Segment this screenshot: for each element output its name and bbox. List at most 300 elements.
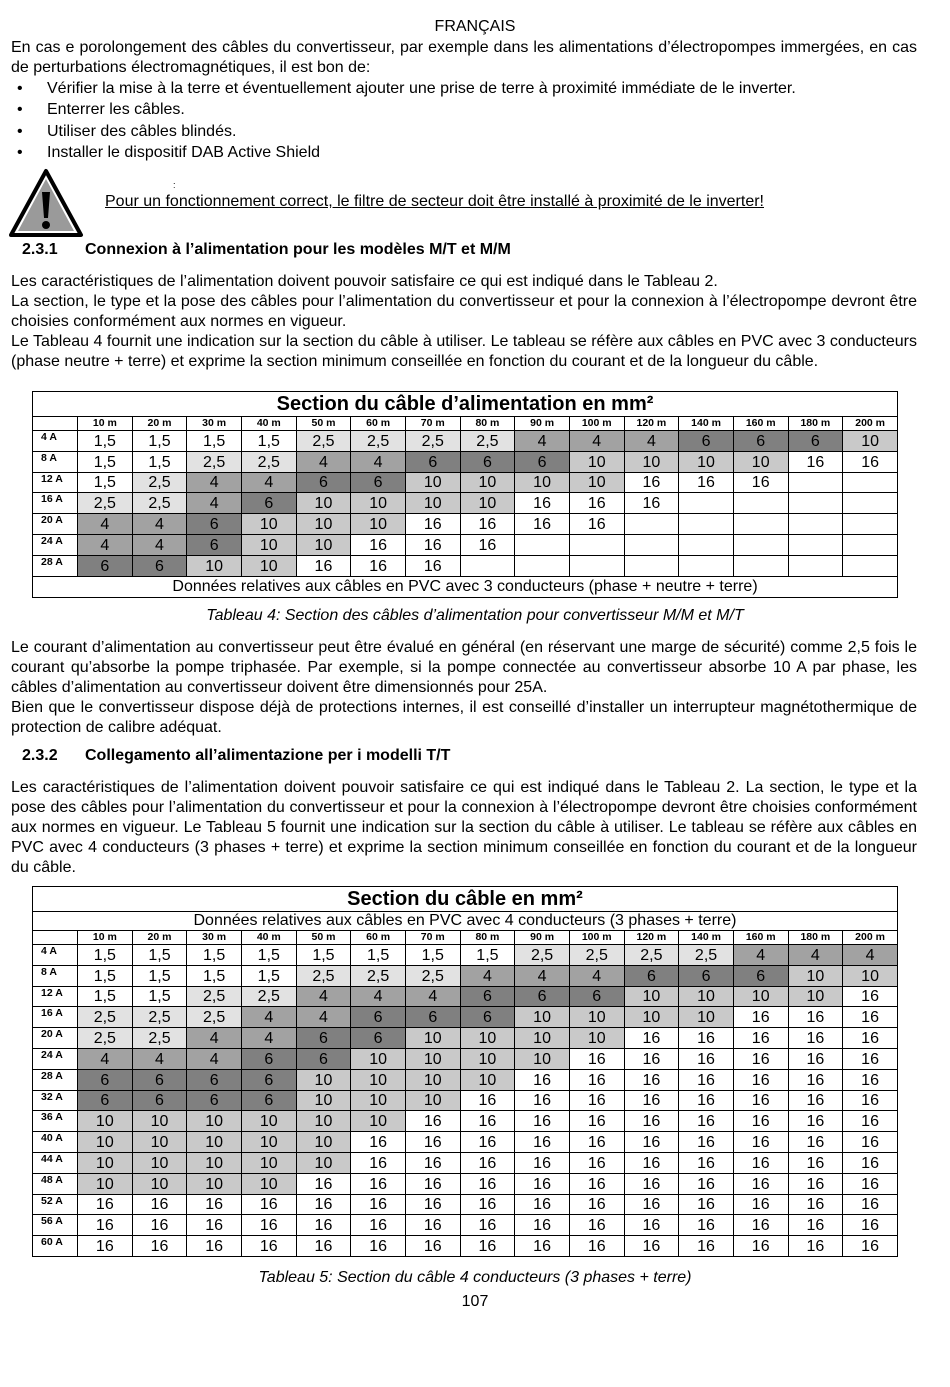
table-cell: 6 bbox=[351, 472, 406, 493]
table-cell: 16 bbox=[624, 1069, 679, 1090]
table-cell: 16 bbox=[843, 1132, 898, 1153]
row-header: 28 A bbox=[33, 1069, 78, 1090]
table-cell: 16 bbox=[351, 534, 406, 555]
table-cell: 1,5 bbox=[132, 451, 187, 472]
table-cell: 16 bbox=[569, 1132, 624, 1153]
table-cell: 16 bbox=[241, 1215, 296, 1236]
table-cell: 16 bbox=[296, 1173, 351, 1194]
row-header: 40 A bbox=[33, 1132, 78, 1153]
table-cell: 16 bbox=[733, 1132, 788, 1153]
table-cell: 1,5 bbox=[132, 986, 187, 1007]
table-cell: 4 bbox=[351, 451, 406, 472]
table-cell: 16 bbox=[296, 555, 351, 576]
table-cell: 16 bbox=[679, 1152, 734, 1173]
table-cell: 10 bbox=[460, 1048, 515, 1069]
table-row bbox=[33, 431, 898, 452]
table-cell bbox=[843, 555, 898, 576]
table-cell: 16 bbox=[187, 1215, 242, 1236]
column-header: 180 m bbox=[788, 931, 843, 945]
table-cell: 16 bbox=[296, 1215, 351, 1236]
table-cell bbox=[569, 555, 624, 576]
table-cell: 16 bbox=[624, 493, 679, 514]
corner-cell bbox=[33, 931, 78, 945]
row-header: 32 A bbox=[33, 1090, 78, 1111]
table-cell: 10 bbox=[241, 1132, 296, 1153]
table-cell: 16 bbox=[624, 1028, 679, 1049]
table-cell: 16 bbox=[788, 1152, 843, 1173]
table-cell: 2,5 bbox=[241, 451, 296, 472]
section-heading-2-3-2 bbox=[22, 747, 450, 765]
table-cell: 1,5 bbox=[241, 945, 296, 966]
table-cell bbox=[733, 555, 788, 576]
table-cell: 16 bbox=[569, 1090, 624, 1111]
column-header: 120 m bbox=[624, 417, 679, 431]
table-cell: 6 bbox=[187, 534, 242, 555]
table-cell: 16 bbox=[733, 1028, 788, 1049]
table-cell: 16 bbox=[569, 1215, 624, 1236]
table-cell: 10 bbox=[241, 555, 296, 576]
list-item: • Vérifier la mise à la terre et éventuellement ajouter une prise de terre à proximité immédiate de le inverter. bbox=[11, 78, 917, 99]
row-header: 48 A bbox=[33, 1173, 78, 1194]
table-cell: 4 bbox=[241, 472, 296, 493]
table-cell: 4 bbox=[843, 945, 898, 966]
table-cell: 4 bbox=[405, 986, 460, 1007]
table-subtitle: Données relatives aux câbles en PVC avec 4 conducteurs (3 phases + terre) bbox=[33, 912, 898, 931]
table-cell: 10 bbox=[132, 1173, 187, 1194]
table-cell: 16 bbox=[187, 1194, 242, 1215]
table-cell bbox=[624, 555, 679, 576]
table-cell: 6 bbox=[132, 555, 187, 576]
table-cell: 10 bbox=[405, 1069, 460, 1090]
table-cell: 6 bbox=[733, 431, 788, 452]
table-cell: 16 bbox=[569, 1069, 624, 1090]
table-cell: 4 bbox=[624, 431, 679, 452]
table-row bbox=[33, 1194, 898, 1215]
table-cell: 6 bbox=[679, 965, 734, 986]
table-cell: 16 bbox=[733, 1236, 788, 1257]
table-cell: 2,5 bbox=[132, 1007, 187, 1028]
table-cell: 16 bbox=[351, 1194, 406, 1215]
table-cell: 1,5 bbox=[78, 945, 133, 966]
table-cell: 10 bbox=[296, 1132, 351, 1153]
table-cell: 4 bbox=[569, 431, 624, 452]
column-header: 160 m bbox=[733, 931, 788, 945]
table-cell: 16 bbox=[843, 451, 898, 472]
warning-text: Pour un fonctionnement correct, le filtre de secteur doit être installé à proximité de le inverter! bbox=[105, 193, 764, 210]
table-cell: 16 bbox=[679, 472, 734, 493]
table-cell: 16 bbox=[405, 1152, 460, 1173]
corner-cell bbox=[33, 417, 78, 431]
table-cell: 10 bbox=[351, 1111, 406, 1132]
table-cell: 4 bbox=[733, 945, 788, 966]
row-header: 44 A bbox=[33, 1152, 78, 1173]
table-cell: 10 bbox=[241, 514, 296, 535]
table-cell: 10 bbox=[351, 514, 406, 535]
table-cell: 10 bbox=[241, 534, 296, 555]
table-cell: 16 bbox=[569, 1048, 624, 1069]
table-cell: 16 bbox=[296, 1236, 351, 1257]
table-cell: 16 bbox=[405, 555, 460, 576]
table-cell: 16 bbox=[132, 1215, 187, 1236]
table-cell: 2,5 bbox=[515, 945, 570, 966]
table-cell bbox=[679, 555, 734, 576]
row-header: 24 A bbox=[33, 534, 78, 555]
table-cell: 6 bbox=[241, 1048, 296, 1069]
table-cell: 1,5 bbox=[460, 945, 515, 966]
table-cell: 16 bbox=[733, 1007, 788, 1028]
table-cell: 10 bbox=[733, 986, 788, 1007]
table-cell: 10 bbox=[515, 1007, 570, 1028]
table-cell: 16 bbox=[788, 1007, 843, 1028]
table-cell bbox=[788, 472, 843, 493]
table-cell: 6 bbox=[460, 986, 515, 1007]
table-row bbox=[33, 493, 898, 514]
table-cell: 16 bbox=[788, 1173, 843, 1194]
table-cell: 16 bbox=[733, 1173, 788, 1194]
table-cell: 4 bbox=[296, 451, 351, 472]
table-cell: 16 bbox=[405, 1173, 460, 1194]
table-cell bbox=[733, 514, 788, 535]
table-cell bbox=[679, 534, 734, 555]
table-cell: 1,5 bbox=[351, 945, 406, 966]
table-cell: 10 bbox=[405, 1090, 460, 1111]
table-cell: 1,5 bbox=[78, 472, 133, 493]
table-cell: 16 bbox=[460, 1173, 515, 1194]
table-cell: 16 bbox=[351, 1236, 406, 1257]
table-cell: 2,5 bbox=[296, 965, 351, 986]
table-row bbox=[33, 534, 898, 555]
table-cell: 16 bbox=[624, 1132, 679, 1153]
table-cell: 16 bbox=[679, 1132, 734, 1153]
table-cell: 16 bbox=[405, 1194, 460, 1215]
table-cell: 1,5 bbox=[241, 431, 296, 452]
column-header: 140 m bbox=[679, 417, 734, 431]
column-header: 40 m bbox=[241, 417, 296, 431]
table-cell: 10 bbox=[569, 1028, 624, 1049]
table-cell: 16 bbox=[679, 1048, 734, 1069]
table-cell: 4 bbox=[187, 1028, 242, 1049]
table-cell: 16 bbox=[843, 1152, 898, 1173]
table-cell: 10 bbox=[460, 1028, 515, 1049]
table-cell: 16 bbox=[241, 1194, 296, 1215]
table-cell bbox=[843, 514, 898, 535]
column-header: 10 m bbox=[78, 417, 133, 431]
table-cell: 10 bbox=[843, 431, 898, 452]
table-cell: 16 bbox=[460, 1090, 515, 1111]
column-header: 80 m bbox=[460, 417, 515, 431]
table-cell: 4 bbox=[132, 514, 187, 535]
table-cell: 10 bbox=[351, 1090, 406, 1111]
row-header: 56 A bbox=[33, 1215, 78, 1236]
table-cell: 16 bbox=[843, 1173, 898, 1194]
paragraph: Le Tableau 4 fournit une indication sur la section du câble à utiliser. Le tableau se réfère aux câbles en PVC avec 3 conducteurs (phase neutre + terre) et exprime la section minimum conseillée en fonction du courant et de la longueur du câble. bbox=[11, 333, 917, 370]
table-cell: 16 bbox=[733, 1090, 788, 1111]
table-cell: 4 bbox=[132, 1048, 187, 1069]
table-cell: 10 bbox=[132, 1111, 187, 1132]
row-header: 20 A bbox=[33, 1028, 78, 1049]
table-cell: 10 bbox=[679, 451, 734, 472]
table-row bbox=[33, 1069, 898, 1090]
table-cell: 16 bbox=[515, 514, 570, 535]
table-cell bbox=[788, 534, 843, 555]
table-cell: 16 bbox=[569, 514, 624, 535]
table-cell: 4 bbox=[187, 1048, 242, 1069]
column-header: 80 m bbox=[460, 931, 515, 945]
row-header: 28 A bbox=[33, 555, 78, 576]
table-cell bbox=[515, 534, 570, 555]
table-cell: 16 bbox=[569, 1236, 624, 1257]
table-cell: 16 bbox=[460, 1215, 515, 1236]
table-cell: 6 bbox=[460, 1007, 515, 1028]
table-cell: 16 bbox=[405, 1111, 460, 1132]
row-header: 8 A bbox=[33, 965, 78, 986]
table-cell: 16 bbox=[460, 514, 515, 535]
table-cell: 10 bbox=[460, 1069, 515, 1090]
table-cell: 10 bbox=[296, 1152, 351, 1173]
table-cell: 16 bbox=[788, 1132, 843, 1153]
table-footer: Données relatives aux câbles en PVC avec 3 conducteurs (phase + neutre + terre) bbox=[33, 576, 898, 597]
table-cell: 16 bbox=[460, 1132, 515, 1153]
warning-triangle-icon bbox=[8, 168, 84, 238]
table-cell: 16 bbox=[624, 1111, 679, 1132]
table-cell: 16 bbox=[460, 1152, 515, 1173]
table-cell: 16 bbox=[132, 1236, 187, 1257]
table-cell: 10 bbox=[187, 1111, 242, 1132]
table-cell: 16 bbox=[515, 1111, 570, 1132]
column-header: 90 m bbox=[515, 931, 570, 945]
table-cell: 16 bbox=[733, 1194, 788, 1215]
column-header: 40 m bbox=[241, 931, 296, 945]
table-cell: 10 bbox=[351, 1048, 406, 1069]
table-cell: 10 bbox=[296, 1069, 351, 1090]
table-cell: 10 bbox=[843, 965, 898, 986]
row-header: 12 A bbox=[33, 472, 78, 493]
table-cell: 2,5 bbox=[132, 493, 187, 514]
table-cell: 16 bbox=[788, 1048, 843, 1069]
table-cell: 10 bbox=[460, 472, 515, 493]
section-number: 2.3.1 bbox=[22, 241, 58, 258]
table-cell: 16 bbox=[679, 1194, 734, 1215]
table-cell: 2,5 bbox=[78, 1007, 133, 1028]
table-row bbox=[33, 451, 898, 472]
table-cell bbox=[788, 493, 843, 514]
table-cell: 4 bbox=[515, 965, 570, 986]
table-cell: 2,5 bbox=[241, 986, 296, 1007]
table-cell: 16 bbox=[569, 1173, 624, 1194]
table-cell: 16 bbox=[405, 1215, 460, 1236]
table-row bbox=[33, 555, 898, 576]
paragraph: Bien que le convertisseur dispose déjà de protections internes, il est conseillé d’installer un interrupteur magnétothermique de protection de calibre adéquat. bbox=[11, 699, 917, 736]
column-header: 180 m bbox=[788, 417, 843, 431]
table-row bbox=[33, 1132, 898, 1153]
table-cell: 10 bbox=[569, 472, 624, 493]
table-cell: 16 bbox=[788, 1069, 843, 1090]
table-cell: 16 bbox=[788, 1236, 843, 1257]
row-header: 52 A bbox=[33, 1194, 78, 1215]
table-cell: 2,5 bbox=[187, 1007, 242, 1028]
column-header: 60 m bbox=[351, 931, 406, 945]
table-cell: 10 bbox=[624, 986, 679, 1007]
table-cell bbox=[515, 555, 570, 576]
table-cell: 16 bbox=[241, 1236, 296, 1257]
language-header: FRANÇAIS bbox=[434, 18, 516, 35]
table-cell: 6 bbox=[351, 1007, 406, 1028]
row-header: 16 A bbox=[33, 493, 78, 514]
row-header: 36 A bbox=[33, 1111, 78, 1132]
table-cell: 6 bbox=[351, 1028, 406, 1049]
table-cell: 16 bbox=[78, 1194, 133, 1215]
table-cell: 16 bbox=[733, 1111, 788, 1132]
table-cell: 6 bbox=[241, 1069, 296, 1090]
warning-mark: : bbox=[173, 180, 176, 190]
paragraph: Les caractéristiques de l’alimentation doivent pouvoir satisfaire ce qui est indiqué dans le Tableau 2. La section, le type et la pose des câbles pour l’alimentation du convertisseur et pour la connexion à l’électropompe devront être choisies conformément aux normes en vigueur. Le Tableau 5 fournit une indication sur la section du câble à utiliser. Le tableau se réfère aux câbles en PVC avec 4 conducteurs (3 phases + terre) et exprime la section minimum conseillée en fonction du courant et de la longueur du câble. bbox=[11, 779, 917, 876]
table-cell: 4 bbox=[78, 514, 133, 535]
table-cell: 1,5 bbox=[405, 945, 460, 966]
table-cell: 1,5 bbox=[296, 945, 351, 966]
table-cell: 16 bbox=[843, 1194, 898, 1215]
table-cell: 10 bbox=[679, 986, 734, 1007]
table-cell: 6 bbox=[405, 451, 460, 472]
table-cell bbox=[733, 534, 788, 555]
table-cell: 16 bbox=[460, 1194, 515, 1215]
table-cell: 1,5 bbox=[78, 965, 133, 986]
table-cell: 16 bbox=[569, 493, 624, 514]
column-header: 30 m bbox=[187, 417, 242, 431]
table-cell: 2,5 bbox=[187, 451, 242, 472]
column-header: 200 m bbox=[843, 417, 898, 431]
column-header: 90 m bbox=[515, 417, 570, 431]
table-cell: 16 bbox=[405, 534, 460, 555]
table-cell: 16 bbox=[679, 1236, 734, 1257]
table-cell: 16 bbox=[843, 1090, 898, 1111]
table-cell: 4 bbox=[132, 534, 187, 555]
table-row bbox=[33, 1111, 898, 1132]
section-heading-2-3-1 bbox=[22, 241, 511, 259]
table-cell: 1,5 bbox=[132, 965, 187, 986]
table-cell: 2,5 bbox=[405, 431, 460, 452]
table-cell: 6 bbox=[296, 1028, 351, 1049]
table-cell: 16 bbox=[515, 1132, 570, 1153]
table-cell bbox=[843, 534, 898, 555]
table-cell: 6 bbox=[78, 555, 133, 576]
table-cell: 16 bbox=[351, 1152, 406, 1173]
table-cell: 2,5 bbox=[679, 945, 734, 966]
cable-section-table-4-conductors bbox=[32, 886, 898, 1257]
table-cell: 10 bbox=[624, 451, 679, 472]
table-cell: 10 bbox=[296, 534, 351, 555]
table-cell bbox=[460, 555, 515, 576]
table-cell: 16 bbox=[460, 1111, 515, 1132]
table-cell: 16 bbox=[351, 555, 406, 576]
table-cell: 16 bbox=[733, 1048, 788, 1069]
table-cell: 6 bbox=[624, 965, 679, 986]
table-row bbox=[33, 514, 898, 535]
table-cell: 16 bbox=[788, 451, 843, 472]
list-item: • Enterrer les câbles. bbox=[11, 99, 917, 120]
column-header: 100 m bbox=[569, 417, 624, 431]
table-cell: 6 bbox=[515, 986, 570, 1007]
table-cell bbox=[569, 534, 624, 555]
table-cell: 16 bbox=[679, 1111, 734, 1132]
table-cell: 10 bbox=[351, 1069, 406, 1090]
table-cell: 4 bbox=[241, 1007, 296, 1028]
table-cell: 10 bbox=[241, 1173, 296, 1194]
table-cell: 16 bbox=[569, 1194, 624, 1215]
table-cell: 6 bbox=[296, 472, 351, 493]
row-header: 16 A bbox=[33, 1007, 78, 1028]
table-cell: 16 bbox=[78, 1215, 133, 1236]
table-cell: 1,5 bbox=[78, 451, 133, 472]
table-cell: 16 bbox=[624, 1048, 679, 1069]
table-row bbox=[33, 1152, 898, 1173]
table-cell: 4 bbox=[788, 945, 843, 966]
column-header: 120 m bbox=[624, 931, 679, 945]
table-cell: 1,5 bbox=[78, 986, 133, 1007]
table-cell: 4 bbox=[460, 965, 515, 986]
table-cell: 10 bbox=[78, 1111, 133, 1132]
table-cell: 10 bbox=[296, 493, 351, 514]
table-cell bbox=[679, 514, 734, 535]
table-header-row bbox=[33, 417, 898, 431]
column-header: 50 m bbox=[296, 931, 351, 945]
table-row bbox=[33, 1173, 898, 1194]
table-cell: 16 bbox=[515, 1069, 570, 1090]
table-cell: 6 bbox=[569, 986, 624, 1007]
column-header: 140 m bbox=[679, 931, 734, 945]
table-cell: 10 bbox=[78, 1152, 133, 1173]
table-cell: 16 bbox=[569, 1111, 624, 1132]
table-cell: 16 bbox=[843, 1111, 898, 1132]
table-cell bbox=[624, 514, 679, 535]
table-cell: 16 bbox=[351, 1215, 406, 1236]
table-cell: 16 bbox=[679, 1069, 734, 1090]
paragraph: Les caractéristiques de l’alimentation doivent pouvoir satisfaire ce qui est indiqué dans le Tableau 2. bbox=[11, 273, 718, 290]
table-row bbox=[33, 1048, 898, 1069]
table-cell: 16 bbox=[679, 1173, 734, 1194]
table-cell: 10 bbox=[515, 1028, 570, 1049]
table-row bbox=[33, 472, 898, 493]
table-cell: 6 bbox=[187, 514, 242, 535]
table-cell: 4 bbox=[569, 965, 624, 986]
table-cell: 6 bbox=[78, 1069, 133, 1090]
table-row bbox=[33, 986, 898, 1007]
table-cell: 4 bbox=[187, 493, 242, 514]
table-cell: 16 bbox=[843, 986, 898, 1007]
table-cell: 16 bbox=[515, 493, 570, 514]
table-row bbox=[33, 945, 898, 966]
row-header: 8 A bbox=[33, 451, 78, 472]
table-cell: 16 bbox=[843, 1028, 898, 1049]
table-cell: 4 bbox=[187, 472, 242, 493]
page-number: 107 bbox=[461, 1293, 489, 1310]
column-header: 30 m bbox=[187, 931, 242, 945]
table-cell: 16 bbox=[460, 534, 515, 555]
table-cell: 10 bbox=[624, 1007, 679, 1028]
table-cell: 4 bbox=[296, 986, 351, 1007]
table-cell: 2,5 bbox=[351, 431, 406, 452]
table-title: Section du câble en mm² bbox=[33, 887, 898, 912]
table-cell: 16 bbox=[679, 1215, 734, 1236]
table-cell: 2,5 bbox=[460, 431, 515, 452]
table-cell: 16 bbox=[843, 1236, 898, 1257]
table-cell: 10 bbox=[187, 1173, 242, 1194]
table-cell: 16 bbox=[624, 472, 679, 493]
table-row bbox=[33, 1236, 898, 1257]
column-header: 20 m bbox=[132, 417, 187, 431]
table-cell: 10 bbox=[460, 493, 515, 514]
row-header: 60 A bbox=[33, 1236, 78, 1257]
table-cell: 10 bbox=[679, 1007, 734, 1028]
